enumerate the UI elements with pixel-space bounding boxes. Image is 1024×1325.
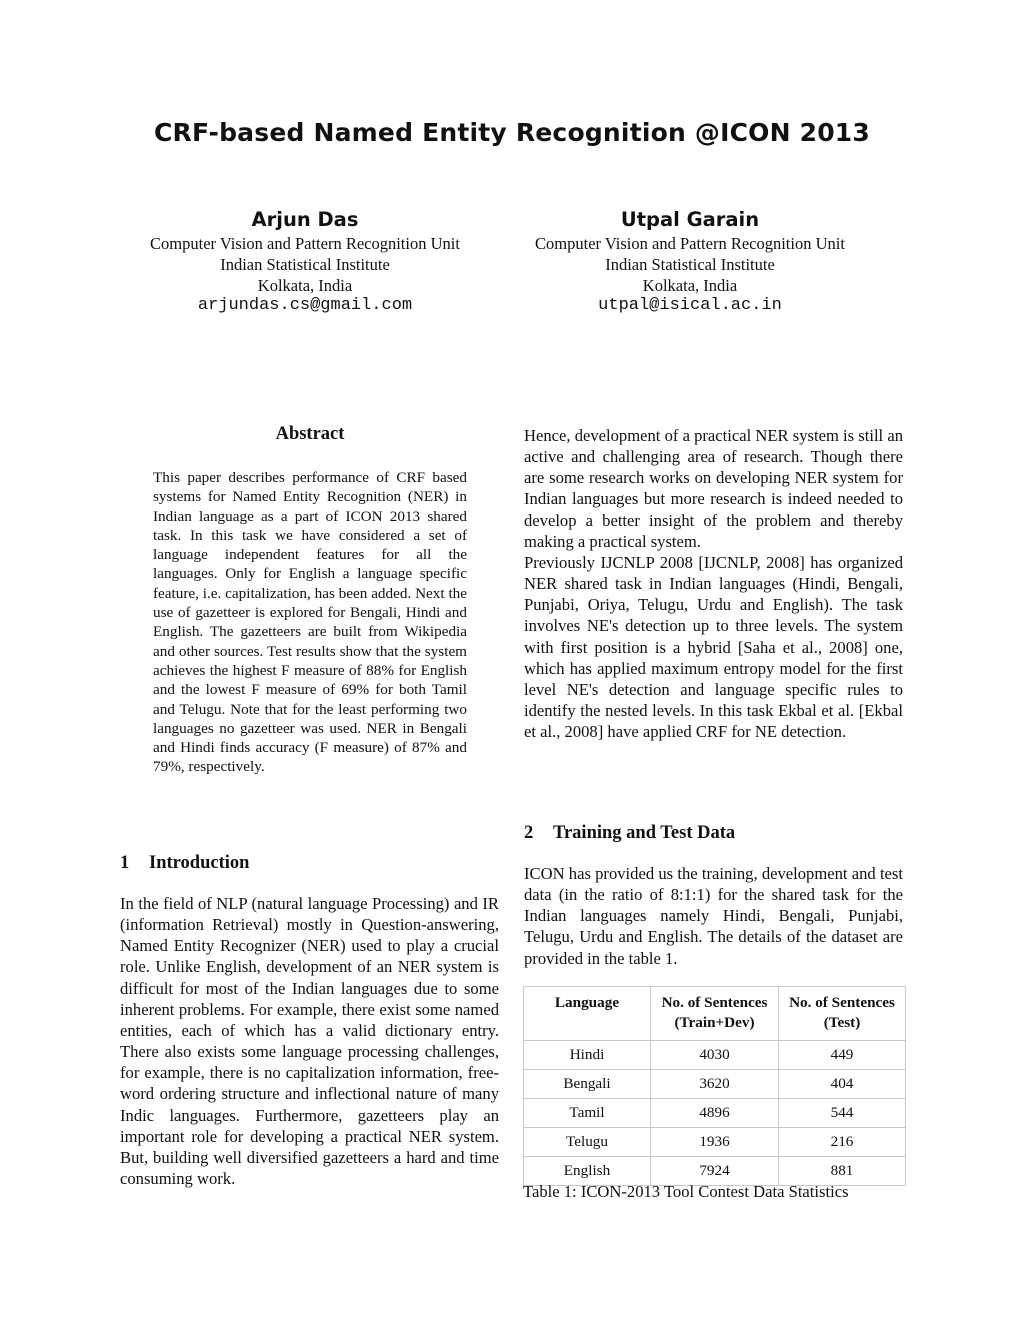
abstract-text: This paper describes performance of CRF based systems for Named Entity Recognition (NER) in Indian language as a part of ICON 2013 shared task. In this task we have considered a set of language independent features for all the languages. Only for English a language specific feature, i.e. capitalization, has been added. Next the use of gazetteer is explored for Bengali, Hindi and English. The gazetteers are built from Wikipedia and other sources. Test results show that the system achieves the highest F measure of 88% for English and the lowest F measure of 69% for both Tamil and Telugu. Note that for the least performing two languages no gazetteer was used. NER in Bengali and Hindi finds accuracy (F measure) of 87% and 79%, respectively. [153,469,467,776]
author-location: Kolkata, India [642,276,738,295]
table-cell: 404 [779,1070,906,1099]
table-cell: Tamil [524,1099,651,1128]
table-row [524,1041,906,1070]
paragraph: Previously IJCNLP 2008 [IJCNLP, 2008] has organized NER shared task in Indian languages (Hindi, Bengali, Punjabi, Oriya, Telugu, Urdu and English). The task involves NE's detection up to three levels. The system with first position is a hybrid [Saha et al., 2008] one, which has applied maximum entropy model for the first level NE's detection and language specific rules to identify the nested levels. In this task Ekbal et al. [Ekbal et al., 2008] have applied CRF for NE detection. [524,552,903,742]
table-cell: 1936 [651,1128,779,1157]
table-cell: 4896 [651,1099,779,1128]
author-email: utpal@isical.ac.in [598,296,782,315]
paper-title: CRF-based Named Entity Recognition @ICON 2013 [154,118,870,147]
author-affiliation: Computer Vision and Pattern Recognition Unit [150,234,460,253]
author-block-2 [500,207,880,316]
section-title: Introduction [149,853,250,873]
table-cell: English [524,1157,651,1186]
table-cell: 3620 [651,1070,779,1099]
table-caption: Table 1: ICON-2013 Tool Contest Data Statistics [523,1182,849,1201]
table-cell: 4030 [651,1041,779,1070]
section-heading-introduction [120,853,249,874]
table-row [524,1070,906,1099]
training-data-text: ICON has provided us the training, development and test data (in the ratio of 8:1:1) for the shared task for the Indian languages namely Hindi, Bengali, Punjabi, Telugu, Urdu and English. The details of the dataset are provided in the table 1. [524,864,903,968]
table-cell: 449 [779,1041,906,1070]
author-location: Kolkata, India [257,276,353,295]
table-row [524,1128,906,1157]
author-name: Arjun Das [251,208,359,231]
right-column-text [524,425,903,742]
table-header-cell: Language [524,987,651,1041]
data-statistics-table [523,986,906,1186]
table-cell: Bengali [524,1070,651,1099]
author-affiliation: Computer Vision and Pattern Recognition Unit [535,234,845,253]
table-header-row [524,987,906,1041]
author-email: arjundas.cs@gmail.com [197,296,413,315]
abstract-heading: Abstract [275,424,345,444]
table-cell: Telugu [524,1128,651,1157]
table-cell: 216 [779,1128,906,1157]
table-header-cell: No. of Sentences (Test) [779,987,906,1041]
section-number: 2 [524,823,534,843]
author-institute: Indian Statistical Institute [605,255,775,274]
table-cell: Hindi [524,1041,651,1070]
author-name: Utpal Garain [620,208,760,231]
introduction-text: In the field of NLP (natural language Processing) and IR (information Retrieval) mostly in Question-answering, Named Entity Recognizer (NER) used to play a crucial role. Unlike English, development of an NER system is difficult for most of the Indian languages due to some inherent problems. For example, there exist some named entities, each of which has a valid dictionary entry. There also exists some language processing challenges, for example, there is no capitalization information, free-word ordering structure and inflectional nature of many Indic languages. Furthermore, gazetteers play an important role for developing a practical NER system. But, building well diversified gazetteers a hard and time consuming work. [120,894,499,1189]
paragraph: Hence, development of a practical NER system is still an active and challenging area of research. Though there are some research works on developing NER system for Indian languages but more research is indeed needed to develop a better insight of the problem and thereby making a practical system. [524,426,903,551]
table-cell: 544 [779,1099,906,1128]
table-row [524,1099,906,1128]
author-block-1 [115,207,495,316]
table-cell: 7924 [651,1157,779,1186]
table-header-cell: No. of Sentences (Train+Dev) [651,987,779,1041]
author-institute: Indian Statistical Institute [220,255,390,274]
section-title: Training and Test Data [553,823,736,843]
section-heading-training-data [524,823,735,844]
table-cell: 881 [779,1157,906,1186]
section-number: 1 [120,853,130,873]
